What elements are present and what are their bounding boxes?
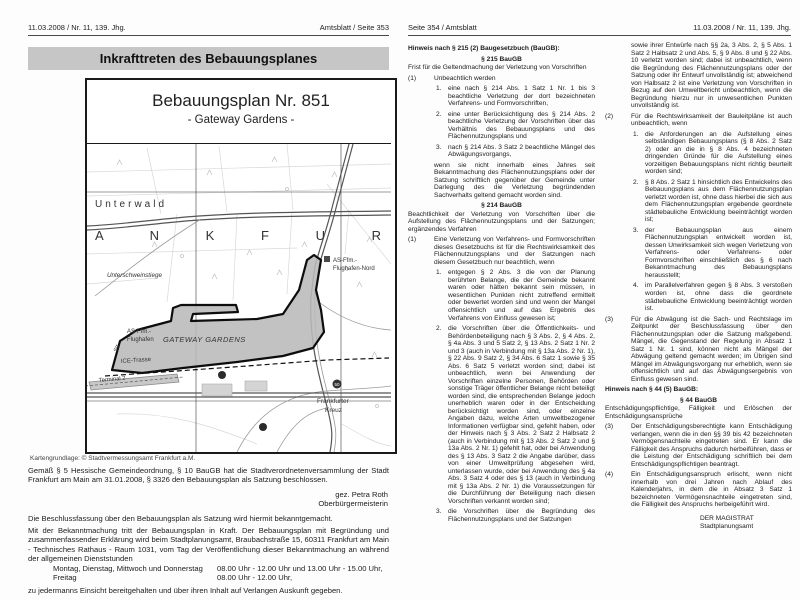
item-number: (3) [605, 423, 614, 431]
item-number: 2. [436, 325, 442, 333]
continuation-paragraph: wenn sie nicht innerhalb eines Jahres seit Bekanntmachung des Flächennutzungsplans oder der Satzung schriftlich gegenüber der Gemeinde unter Darlegung des die Verletzung begründenden Sachverhalts geltend gemacht worden sind. [434, 161, 595, 199]
item-text: die Vorschriften über die Öffentlichkeits- und Behördenbeteiligung nach § 3 Abs. 2, § 4 Abs. 2, § 4a Abs. 3 und 5 Satz 2, § 13 Abs. 2 Satz 1 Nr. 2 und 3 (auch in Verbindung mit § 13a Abs. 2 Nr. 1), § 22 Abs. 9 Satz 2, § 34 Abs. 6 Satz 1 sowie § 35 Abs. 6 Satz 5 verletzt worden sind; dabei ist unbeachtlich, wenn bei Anwendung der Vorschriften einzelne Personen, Behörden oder sonstige Träger öffentlicher Belange nicht beteiligt worden sind, die entsprechenden Belange jedoch unerheblich waren oder in der Entscheidung berücksichtigt worden sind, oder einzelne Angaben dazu, welche Arten umweltbezogener Informationen verfügbar sind, gefehlt haben, oder der Hinweis nach § 3 Abs. 2 Satz 2 Halbsatz 2 (auch in Verbindung mit § 13 Abs. 2 Satz 2 und § 13a Abs. 2 Nr. 1) gefehlt hat, oder bei Anwendung des § 13 Abs. 3 Satz 2 die Angabe darüber, dass von einer Umweltprüfung abgesehen wird, unterlassen wurde, oder bei Anwendung des § 4a Abs. 3 Satz 4 oder des § 13 (auch in Verbindung mit § 13a Abs. 2 Nr. 1) die Voraussetzungen für die Durchführung der Beteiligung nach diesen Vorschriften verkannt worden sind; [448, 325, 595, 505]
item-number: 1. [633, 130, 639, 138]
statute-heading: § 214 BauGB [481, 202, 522, 210]
map-label-as-flughafen-1: AS-Ffm.- [127, 329, 151, 335]
list-item [436, 144, 595, 159]
section-heading: Hinweis nach § 44 (5) BauGB: [605, 386, 699, 394]
map-label-terminal-2: Terminal 2 [98, 375, 126, 384]
signature-role: Oberbürgermeisterin [318, 499, 388, 509]
header-page-number: Amtsblatt / Seite 353 [319, 23, 389, 32]
resolution-paragraph: Gemäß § 5 Hessische Gemeindeordnung, § 10 BauGB hat die Stadtverordnetenversammlung der Stadt Frankfurt am Main am 31.01.2008, § 3326 den Bebauungsplan als Satzung beschlossen. [28, 466, 389, 485]
item-number: (3) [605, 315, 614, 323]
item-number: (1) [408, 74, 417, 82]
map-subtitle: - Gateway Gardens - [187, 114, 295, 126]
statute-heading: § 44 BauGB [679, 396, 717, 404]
header-date: 11.03.2008 / Nr. 11, 139. Jhg. [693, 23, 791, 32]
list-item [436, 325, 595, 505]
map-label-as-nord-1: AS-Ffm.- [333, 258, 357, 264]
map-figure [85, 78, 397, 454]
page-header [28, 23, 389, 36]
item-number: 2. [633, 178, 639, 186]
numbered-paragraph [605, 471, 792, 509]
paragraph: Frist für die Geltendmachung der Verletzung von Vorschriften [408, 64, 587, 72]
highway-badge-50: 50 [334, 382, 340, 387]
item-text: eine unter Berücksichtigung des § 214 Abs. 2 beachtliche Verletzung der Vorschriften über das Verhältnis des Bebauungsplans und des Flächennutzungsplans und [448, 110, 595, 141]
item-number: 3. [436, 143, 442, 151]
map-label-ice-trasse: ICE-Trasse [120, 356, 152, 365]
item-number: 1. [436, 269, 442, 277]
office-hours-days: Montag, Dienstag, Mittwoch und Donnerstag [53, 564, 203, 573]
map-label-as-nord-2: Flughafen-Nord [333, 266, 375, 272]
item-text: Der Entschädigungsberechtigte kann Entschädigung verlangen, wenn die in den §§ 39 bis 42 bezeichneten Vermögensnachteile eingetreten sind. Er kann die Fälligkeit des Anspruchs dadurch herbeiführen, dass er die Leistung der Entschädigung schriftlich bei dem Entschädigungspflichtigen beantragt. [631, 423, 792, 468]
item-number: (2) [605, 112, 614, 120]
article-title: Inkrafttreten des Bebauungsplanes [28, 47, 389, 70]
page-header [408, 23, 791, 36]
map-label-as-flughafen-2: Flughafen [127, 337, 154, 343]
numbered-paragraph [605, 316, 792, 384]
city-map [87, 143, 391, 452]
list-item [633, 179, 792, 224]
item-number: 3. [436, 508, 442, 516]
page-right [400, 0, 800, 600]
item-text: entgegen § 2 Abs. 3 die von der Planung berührten Belange, die der Gemeinde bekannt waren oder hätten bekannt sein müssen, in wesentlichen Punkten nicht zutreffend ermittelt oder bewertet worden sind und wenn der Mangel offensichtlich und auf das Ergebnis des Verfahrens von Einfluss gewesen ist; [448, 269, 595, 322]
paragraph: Entschädigungspflichtige, Fälligkeit und Erlöschen der Entschädigungsansprüche [605, 405, 792, 420]
item-number: 1. [436, 85, 442, 93]
item-text: eine nach § 214 Abs. 1 Satz 1 Nr. 1 bis 3 beachtliche Verletzung der dort bezeichneten Verfahrens- und Formvorschriften, [448, 85, 595, 108]
map-label-str: Str. [113, 342, 122, 353]
item-number: 3. [633, 226, 639, 234]
legal-text-columns [408, 42, 792, 597]
item-number: (1) [408, 236, 417, 244]
numbered-paragraph [408, 236, 595, 266]
office-hours-row [53, 564, 389, 573]
map-label-frankfurter-kreuz-1: Frankfurter [317, 398, 349, 405]
map-label-gateway-gardens: GATEWAY GARDENS [163, 335, 246, 344]
list-item [633, 227, 792, 280]
numbered-paragraph [605, 113, 792, 128]
item-text: Unbeachtlich werden [434, 74, 496, 82]
item-text: im Parallelverfahren gegen § 8 Abs. 3 verstoßen worden ist, ohne dass die geordnete städtebauliche Entwicklung beeinträchtigt worden ist. [645, 282, 792, 313]
numbered-paragraph [408, 75, 595, 83]
closing-paragraph: zu jedermanns Einsicht bereitgehalten und über ihren Inhalt auf Verlangen Auskunft gegeben. [28, 586, 343, 595]
header-date: 11.03.2008 / Nr. 11, 139. Jhg. [28, 23, 126, 32]
map-label-unterschweinstiege: Unterschweinstiege [107, 272, 162, 279]
signature-line: Stadtplanungsamt [700, 523, 754, 531]
office-hours-table [53, 564, 389, 583]
section-heading: Hinweis nach § 215 (2) Baugesetzbuch (BauGB): [408, 45, 560, 52]
numbered-paragraph [605, 423, 792, 468]
list-item [633, 282, 792, 312]
office-hours-row [53, 573, 389, 582]
item-text: Für die Rechtswirksamkeit der Bauleitpläne ist auch unbeachtlich, wenn [631, 112, 792, 128]
inspection-paragraph: Mit der Bekanntmachung tritt der Bebauungsplan in Kraft. Der Bebauungsplan mit Begründung und zusammenfassender Erklärung wird beim Stadtplanungsamt, Braubachstraße 15, 60311 Frankfurt am Main - Technisches Rathaus - Raum 1031, vom Tag der Veröffentlichung dieser Bekanntmachung an während der allgemeinen Dienststunden [28, 526, 389, 564]
map-caption: Kartengrundlage: © Stadtvermessungsamt Frankfurt a.M. [30, 455, 196, 462]
item-text: die Vorschriften über die Begründung des Flächennutzungsplans und der Satzungen [448, 508, 595, 523]
item-text: die Anforderungen an die Aufstellung eines selbständigen Bebauungsplans (§ 8 Abs. 2 Satz 2) oder an die in § 8 Abs. 4 bezeichneten dringenden Gründe für die Aufstellung eines vorzeitigen Bebauungsplans nicht richtig beurteilt worden sind; [645, 130, 792, 176]
map-label-frankfurter-kreuz-2: Kreuz [325, 407, 342, 414]
item-number: 2. [436, 110, 442, 118]
map-title: Bebauungsplan Nr. 851 [152, 91, 330, 110]
office-hours-times: 08.00 Uhr - 12.00 Uhr und 13.00 Uhr - 15.00 Uhr, [217, 564, 383, 573]
header-page-number: Seite 354 / Amtsblatt [408, 23, 477, 32]
item-text: nach § 214 Abs. 3 Satz 2 beachtliche Mängel des Abwägungsvorgangs, [448, 143, 595, 159]
item-text: der Bebauungsplan aus einem Flächennutzungsplan entwickelt worden ist, dessen Unwirksamkeit sich wegen Verletzung von Verfahrens- oder Verfahrens- oder Formvorschriften einschließlich des § 6 nach Bekanntmachung des Bebauungsplans herausstellt; [645, 226, 792, 279]
item-text: § 8 Abs. 2 Satz 1 hinsichtlich des Entwickelns des Bebauungsplans aus dem Flächennutzungsplan verletzt worden ist, ohne dass hierbei die sich aus dem Flächennutzungsplan ergebende geordnete städtebauliche Entwicklung beeinträchtigt worden ist; [645, 178, 792, 224]
statute-heading: § 215 BauGB [481, 55, 522, 63]
signature-line: DER MAGISTRAT [700, 514, 754, 522]
signature-block [700, 515, 792, 532]
list-item [436, 111, 595, 141]
list-item [633, 131, 792, 176]
item-number: 4. [633, 282, 639, 290]
signature-name: gez. Petra Roth [335, 490, 388, 499]
item-number: (4) [605, 471, 614, 479]
continuation-paragraph: sowie ihrer Entwürfe nach §§ 2a, 3 Abs. 2, § 5 Abs. 1 Satz 2 Halbsatz 2 und Abs. 5, § 9 Abs. 8 und § 22 Abs. 10 verletzt worden sind; dabei ist unbeachtlich, wenn die Begründung des Flächennutzungsplans oder der Satzung oder ihr Entwurf unvollständig ist; abweichend von Halbsatz 2 ist eine Verletzung von Vorschriften in Bezug auf den Umweltbericht unbeachtlich, wenn die Begründung hierzu nur in unwesentlichen Punkten unvollständig ist. [631, 42, 792, 110]
legal-column-1 [408, 42, 595, 597]
paragraph: Beachtlichkeit der Verletzung von Vorschriften über die Aufstellung des Flächennutzungsplans und der Satzungen; ergänzendes Verfahren [408, 210, 595, 233]
office-hours-times: 08.00 Uhr - 12.00 Uhr, [217, 573, 293, 583]
announcement-paragraph: Die Beschlussfassung über den Bebauungsplan als Satzung wird hiermit bekanntgemacht. [28, 514, 333, 523]
signature-block [318, 490, 388, 509]
legal-column-2 [605, 42, 792, 597]
list-item [436, 508, 595, 523]
map-label-frankfurt: A N K F U R [95, 228, 381, 243]
map-label-unterwald: Unterwald [95, 199, 168, 210]
office-hours-days: Freitag [53, 573, 77, 583]
item-text: Für die Abwägung ist die Sach- und Rechtslage im Zeitpunkt der Beschlussfassung über den Flächennutzungsplan oder die Satzung maßgebend. Mängel, die Gegenstand der Regelung in Absatz 1 Satz 1 Nr. 1 sind, können nicht als Mängel der Abwägung geltend gemacht werden; im Übrigen sind Mängel im Abwägungsvorgang nur erheblich, wenn sie offensichtlich und auf das Abwägungsergebnis von Einfluss gewesen sind. [631, 315, 792, 383]
item-text: Eine Verletzung von Verfahrens- und Formvorschriften dieses Gesetzbuchs ist für die Rechtswirksamkeit des Flächennutzungsplans und der Satzungen nach diesem Gesetzbuch nur beachtlich, wenn [434, 236, 595, 266]
item-text: Ein Entschädigungsanspruch erlischt, wenn nicht innerhalb von drei Jahren nach Ablauf des Kalenderjahrs, in dem die in Absatz 3 Satz 1 bezeichneten Vermögensnachteile eingetreten sind, die Fälligkeit des Anspruchs herbeigeführt wird. [631, 471, 792, 509]
list-item [436, 269, 595, 322]
list-item [436, 85, 595, 108]
